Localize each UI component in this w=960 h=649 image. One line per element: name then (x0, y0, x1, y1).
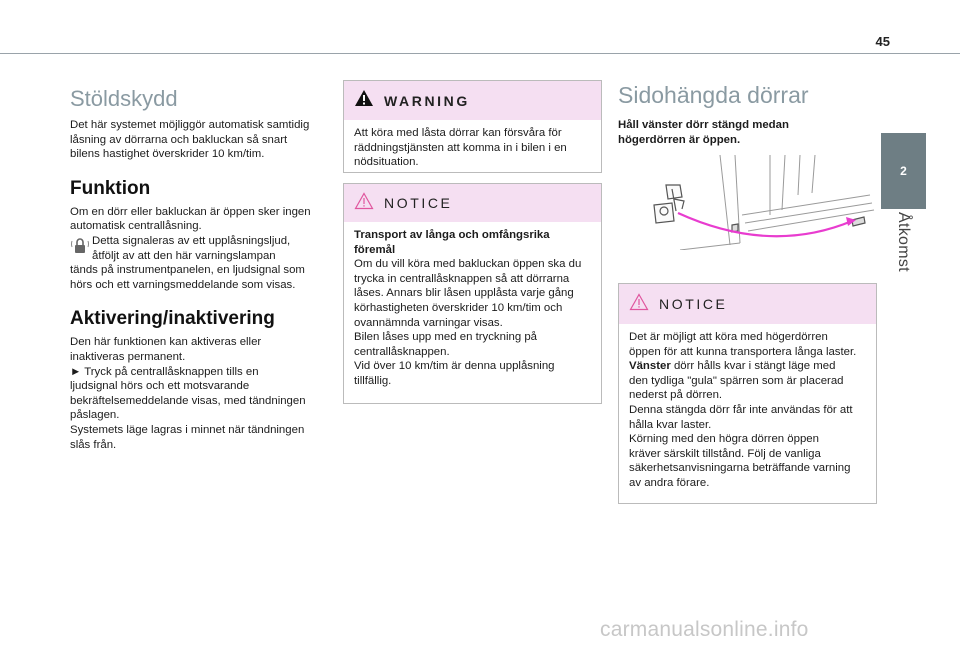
funktion-line: hörs och ett varningsmeddelande som visas. (70, 278, 296, 291)
notice-header (619, 284, 876, 324)
notice-line: nederst på dörren. (629, 389, 723, 402)
watermark[interactable]: carmanualsonline.info (600, 618, 809, 641)
subtitle-line: högerdörren är öppen. (618, 133, 741, 146)
warning-line: nödsituation. (354, 156, 419, 169)
notice-line: Det är möjligt att köra med högerdörren (629, 331, 828, 343)
section-title: Sidohängda dörrar (618, 82, 809, 108)
notice-bold-line: Transport av långa och omfångsrika (354, 229, 550, 241)
chapter-title-text: Åtkomst (895, 212, 912, 272)
aktivering-line: Systemets läge lagras i minnet när tändningen (70, 423, 305, 436)
notice-line: Bilen låses upp med en tryckning på (354, 331, 537, 344)
notice-line: säkerhetsanvisningarna beträffande varning (629, 462, 851, 475)
notice-label: NOTICE (384, 195, 453, 211)
warning-triangle-icon (354, 89, 374, 112)
intro-line: låsning av dörrarna och bakluckan så snart (70, 133, 288, 146)
funktion-line: Om en dörr eller bakluckan är öppen sker ingen (70, 205, 311, 218)
subtitle-line: Håll vänster dörr stängd medan (618, 119, 789, 131)
funktion-line: tänds på instrumentpanelen, en ljudsignal som (70, 264, 305, 277)
warning-label: WARNING (384, 92, 470, 109)
funktion-line: Detta signaleras av ett upplåsningsljud, (92, 234, 291, 247)
notice-line: kräver särskilt tillstånd. Följ de vanliga (629, 447, 821, 460)
notice-line: Körning med den högra dörren öppen (629, 433, 819, 446)
notice-line: öppen för att kunna transportera långa laster. (629, 345, 857, 358)
notice-line: Vid över 10 km/tim är denna upplåsning (354, 360, 555, 373)
warning-line: Att köra med låsta dörrar kan försvåra för (354, 127, 562, 139)
door-illustration (620, 155, 876, 250)
intro-line: Det här systemet möjliggör automatisk samtidig (70, 119, 310, 131)
chapter-title (875, 212, 931, 322)
header-rule (0, 53, 960, 54)
warning-header (344, 81, 601, 120)
aktivering-line: slås från. (70, 438, 117, 451)
notice-line-rest: dörr hålls kvar i stängt läge med (670, 360, 836, 373)
warning-box (343, 80, 602, 173)
notice-triangle-icon (629, 293, 649, 316)
section-title: Stöldskydd (70, 86, 178, 111)
intro-line: bilens hastighet överskrider 10 km/tim. (70, 148, 265, 161)
funktion-heading: Funktion (70, 177, 151, 199)
notice-label: NOTICE (659, 296, 728, 312)
alarm-lock-icon (70, 236, 90, 261)
aktivering-line: bekräftelsemeddelande visas, med tändningen (70, 394, 306, 407)
page-number: 45 (875, 34, 890, 49)
notice-line: den tydliga "gula" spärren som är placerad (629, 374, 844, 387)
notice-bold-word: Vänster (629, 360, 671, 373)
notice-header (344, 184, 601, 222)
funktion-line: åtföljt av att den här varningslampan (92, 249, 276, 262)
notice-line: körhastigheten överskrider 10 km/tim och (354, 301, 563, 314)
section-sidohangda (618, 82, 876, 147)
notice-bold-line: föremål (354, 243, 396, 256)
notice-line (629, 359, 866, 374)
notice-box-doors (618, 283, 877, 504)
chapter-number: 2 (900, 164, 907, 178)
notice-box-transport (343, 183, 602, 404)
aktivering-line: inaktiveras permanent. (70, 350, 186, 363)
aktivering-line: ► Tryck på centrallåsknappen tills en (70, 365, 259, 378)
warning-line: räddningstjänsten att komma in i bilen i en (354, 141, 567, 154)
notice-line: Denna stängda dörr får inte användas för att (629, 403, 853, 416)
section-stoldskydd (70, 86, 320, 452)
notice-line: centrallåsknappen. (354, 345, 450, 358)
chapter-tab[interactable] (881, 133, 926, 209)
aktivering-line: Den här funktionen kan aktiveras eller (70, 336, 262, 349)
notice-line: tillfällig. (354, 374, 392, 387)
aktivering-line: ljudsignal hörs och ett motsvarande (70, 380, 250, 393)
notice-line: trycka in centrallåsknappen så att dörrarna (354, 272, 570, 285)
funktion-line: automatisk centrallåsning. (70, 220, 202, 233)
notice-line: ovannämnda varningar visas. (354, 316, 503, 329)
notice-line: hålla kvar laster. (629, 418, 712, 431)
notice-line: Om du vill köra med bakluckan öppen ska du (354, 258, 582, 271)
aktivering-line: påslagen. (70, 409, 120, 422)
notice-line: av andra förare. (629, 476, 710, 489)
door-latch-drawing (620, 155, 876, 250)
notice-line: låses. Annars blir låsen upplåsta varje gång (354, 287, 574, 300)
aktivering-heading: Aktivering/inaktivering (70, 308, 275, 330)
notice-triangle-icon (354, 192, 374, 215)
